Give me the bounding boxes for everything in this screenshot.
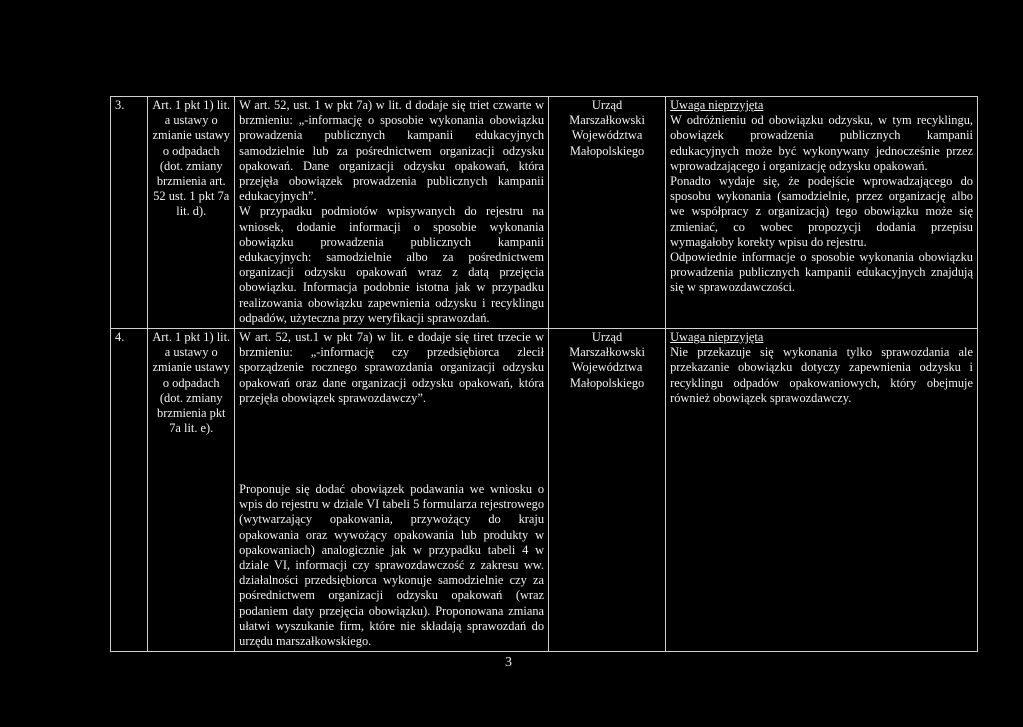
page-number: 3 — [505, 655, 512, 670]
authority-line: Małopolskiego — [569, 143, 645, 158]
reporting-authority — [549, 97, 666, 329]
table-row — [111, 329, 978, 652]
authority-line: Małopolskiego — [569, 375, 645, 390]
response-cell — [666, 329, 978, 652]
table-row — [111, 97, 978, 329]
response-paragraph: Nie przekazuje się wykonania tylko sprawozdania ale przekazanie obowiązku dotyczy zapewnienia odzysku i recyklingu odpadów opakowaniowych, który obejmuje również obowiązek sprawozdawczy. — [670, 345, 973, 405]
proposal-text — [235, 329, 549, 652]
response-title: Uwaga nieprzyjęta — [670, 98, 764, 112]
response-title: Uwaga nieprzyjęta — [670, 330, 764, 345]
article-reference: Art. 1 pkt 1) lit. a ustawy o zmianie ustawy o odpadach (dot. zmiany brzmienia pkt 7a lit. e). — [148, 329, 235, 652]
remarks-table — [110, 96, 978, 652]
authority-line: Urząd — [591, 330, 623, 345]
proposal-paragraph: W przypadku podmiotów wpisywanych do rejestru na wniosek, dodanie informacji o sposobie wykonania obowiązku prowadzenia publicznych kampanii edukacyjnych: samodzielnie albo za pośrednictwem organizacji odzysku opakowań wraz z datą przejęcia obowiązku. Informacja podobnie istotna jak w przypadku realizowania obowiązku zapewnienia odzysku i recyklingu odpadów, użyteczna przy weryfikacji sprawozdań. — [239, 204, 545, 325]
row-number: 4. — [111, 329, 148, 652]
response-paragraph: Ponadto wydaje się, że podejście wprowadzającego do sposobu wykonania (samodzielnie, przez organizację albo we współpracy z organizacją) tego obowiązku może się zmieniać, co wobec propozycji dodania przepisu wymagałoby korekty wpisu do rejestru. — [670, 174, 973, 249]
authority-line: Marszałkowski — [569, 345, 645, 360]
response-paragraph: W odróżnieniu od obowiązku odzysku, w tym recyklingu, obowiązek prowadzenia publicznych kampanii edukacyjnych może być wykonywany jednocześnie przez wprowadzającego i organizację odzysku opakowań. — [670, 113, 973, 173]
authority-line: Województwa — [571, 128, 643, 143]
proposal-paragraph: W art. 52, ust. 1 w pkt 7a) w lit. d dodaje się triet czwarte w brzmieniu: „-informację o sposobie wykonania obowiązku prowadzenia publicznych kampanii edukacyjnych samodzielnie lub za pośrednictwem organizacji odzysku opakowań. Dane organizacji odzysku opakowań, która przejęła obowiązek prowadzenia publicznych kampanii edukacyjnych”. — [239, 98, 545, 204]
article-reference: Art. 1 pkt 1) lit. a ustawy o zmianie ustawy o odpadach (dot. zmiany brzmienia art. 52 ust. 1 pkt 7a lit. d). — [148, 97, 235, 329]
proposal-text — [235, 97, 549, 329]
authority-line: Urząd — [591, 98, 623, 112]
authority-line: Marszałkowski — [569, 113, 645, 128]
response-paragraph: Odpowiednie informacje o sposobie wykonania obowiązku prowadzenia publicznych kampanii edukacyjnych znajdują się w sprawozdawczości. — [670, 250, 973, 295]
proposal-paragraph: Proponuje się dodać obowiązek podawania we wniosku o wpis do rejestru w dziale VI tabeli 5 formularza rejestrowego (wytwarzający opakowania, przywożący do kraju opakowania oraz wywożący opakowania lub produkty w opakowaniach) analogicznie jak w przypadku tabeli 4 w dziale VI, informacji czy sprawozdawczość z zakresu ww. działalności przedsiębiorca wykonuje samodzielnie czy za pośrednictwem organizacji odzysku opakowań (wraz podaniem daty przejęcia obowiązku). Proponowana zmiana ułatwi wyszukanie firm, które nie składają sprawozdań do urzędu marszałkowskiego. — [239, 482, 545, 649]
response-cell — [666, 97, 978, 329]
proposal-paragraph: W art. 52, ust.1 w pkt 7a) w lit. e dodaje się tiret trzecie w brzmieniu: „-informację czy przedsiębiorca zlecił sporządzenie rocznego sprawozdania organizacji odzysku opakowań oraz dane organizacji odzysku opakowań, która przejęła obowiązek sprawozdawczy”. — [239, 330, 545, 405]
reporting-authority — [549, 329, 666, 652]
authority-line: Województwa — [571, 360, 643, 375]
row-number: 3. — [111, 97, 148, 329]
